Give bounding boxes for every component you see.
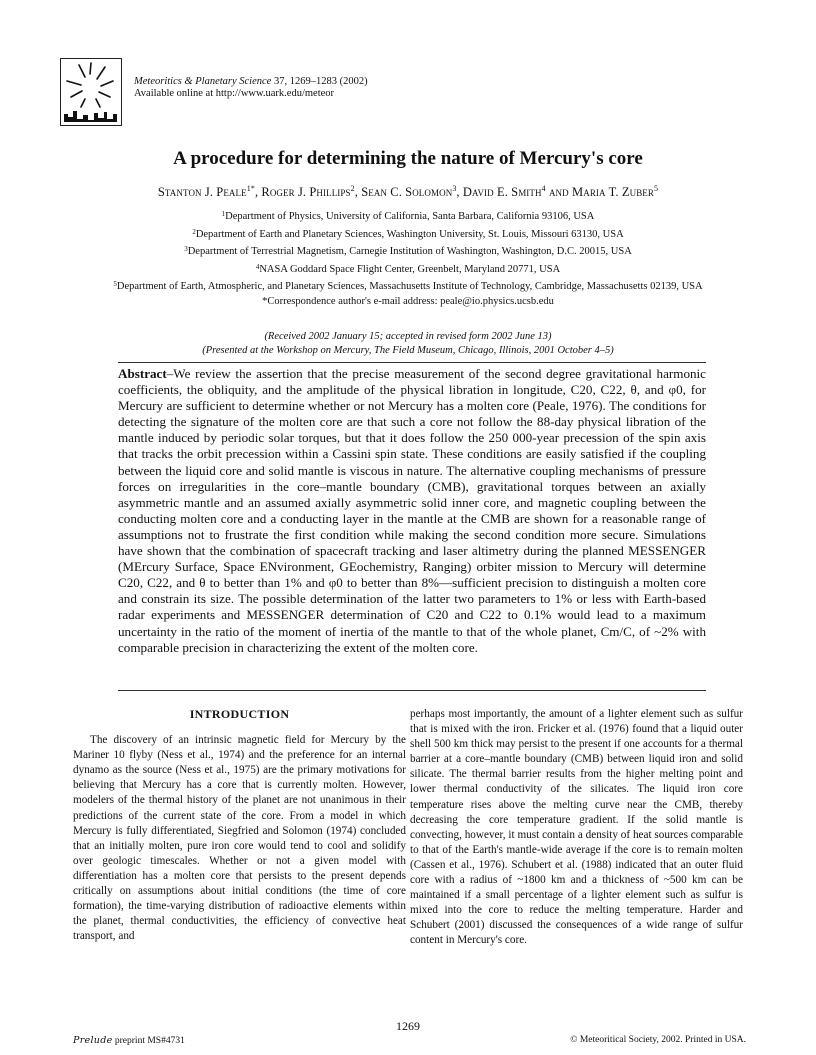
journal-header xyxy=(134,76,368,100)
publication-dates xyxy=(0,330,816,358)
author-name: David E. Smith xyxy=(462,185,542,200)
copyright-notice: © Meteoritical Society, 2002. Printed in USA. xyxy=(570,1035,746,1045)
affiliation-text: Department of Physics, University of California, Santa Barbara, California 93106, USA xyxy=(225,211,595,222)
preprint-id: preprint MS#4731 xyxy=(112,1036,185,1046)
author-affiliation-marker: 5 xyxy=(654,184,659,193)
affiliation-line xyxy=(0,277,816,295)
left-column xyxy=(73,707,406,944)
right-column xyxy=(410,707,743,949)
page-number: 1269 xyxy=(396,1019,420,1033)
affiliations xyxy=(0,207,816,310)
author-list: Stanton J. Peale$^{1*}$, Roger J. Phillips$^2$, Sean C. Solomon$^3$, David E. Smith$^4$ and Maria T. Zuber$^5$ xyxy=(157,184,659,200)
abstract xyxy=(118,366,706,656)
affiliation-marker: 3 xyxy=(184,245,188,254)
journal-logo xyxy=(60,58,122,126)
presented-note: (Presented at the Workshop on Mercury, The Field Museum, Chicago, Illinois, 2001 October 4–5) xyxy=(202,345,614,356)
author-affiliation-marker: 1* xyxy=(246,184,255,193)
affiliation-text: Department of Earth and Planetary Sciences, Washington University, St. Louis, Missouri 63130, USA xyxy=(195,228,624,240)
journal-name: Meteoritics & Planetary Science xyxy=(134,76,272,87)
abstract-text: –We review the assertion that the precise measurement of the second degree gravitational harmonic coefficients, the obliquity, and the amplitude of the physical libration in longitude, C20, C22, θ, and φ0, for Mercury are sufficient to determine whether or not Mercury has a molten core (Peale, 1976). The conditions for detecting the signature of the molten core are that such a core not follow the 88-day physical libration of the mantle induced by periodic solar torques, but that it does follow the 250 000-year precession of the spin axis that tracks the orbit precession within a Cassini spin state. These conditions are easily satisfied if the coupling between the liquid core and solid mantle is viscous in nature. The alternative coupling mechanisms of pressure forces on irregularities in the core–mantle boundary (CMB), gravitational torques between an axially asymmetric mantle and an assumed axially asymmetric solid inner core, and magnetic coupling between the conducting molten core and a conducting layer in the mantle at the CMB are shown for a reasonable range of assumptions not to frustrate the first condition while making the second condition more secure. Simulations have shown that the combination of spacecraft tracking and laser altimetry during the planned MESSENGER (MErcury Surface, Space ENvironment, GEochemistry, Ranging) orbiter mission to Mercury will determine C20, C22, and θ to better than 1% and φ0 to better than 8%—sufficient precision to distinguish a molten core and constrain its size. The possible determination of the latter two parameters to 1% or less with Earth-based radar experiments and MESSENGER determination of C20 and C22 to 0.1% would lead to a maximum uncertainty in the ratio of the moment of inertia of the mantle to that of the whole planet, Cm/C, of ~2% with comparable precision in characterizing the extent of the molten core. xyxy=(118,366,706,655)
author-affiliation-marker: 3 xyxy=(452,184,457,193)
affiliation-text: Department of Earth, Atmospheric, and Planetary Sciences, Massachusetts Institute of Technology, Cambridge, Massachusetts 02139, USA xyxy=(116,281,703,293)
body-paragraph: The discovery of an intrinsic magnetic field for Mercury by the Mariner 10 flyby (Ness et al., 1974) and the preference for an internal dynamo as the source (Ness et al., 1975) are the primary motivations for believing that Mercury has a core that is currently molten. However, modelers of the thermal history of the planet are not unanimous in their predictions of the current state of the core. From a model in which Mercury is fully differentiated, Siegfried and Solomon (1974) concluded that an initially molten, pure iron core would tend to cool and solidify over geologic timescales. Whether or not a given model with differentiation has a molten core that persists to the present depends critically on assumptions about initial conditions (the time of core formation), the time-varying distribution of radioactive elements within the planet, thermal conductivities, the efficiency of convective heat transport, and xyxy=(73,734,406,943)
journal-online-url: Available online at http://www.uark.edu/meteor xyxy=(134,88,335,99)
affiliation-text: Department of Terrestrial Magnetism, Carnegie Institution of Washington, Washington, D.C. 20015, USA xyxy=(187,246,632,258)
journal-citation: 37, 1269–1283 (2002) xyxy=(271,76,368,87)
affiliation-line xyxy=(0,225,816,243)
affiliation-text: NASA Goddard Space Flight Center, Greenbelt, Maryland 20771, USA xyxy=(259,263,561,275)
section-heading: INTRODUCTION xyxy=(189,707,290,721)
affiliation-line xyxy=(0,242,816,260)
abstract-label: Abstract xyxy=(118,366,167,381)
author-affiliation-marker: 4 xyxy=(541,184,546,193)
abstract-bottom-rule xyxy=(118,690,706,691)
abstract-top-rule xyxy=(118,362,706,363)
affiliation-line xyxy=(0,260,816,278)
body-paragraph: perhaps most importantly, the amount of a lighter element such as sulfur that is mixed with the iron. Fricker et al. (1976) found that a liquid outer shell 500 km thick may persist to the present if one accounts for a thermal barrier at a core–mantle boundary (CMB) between liquid iron and solid silicate. The thermal barrier results from the higher melting point and lower thermal conductivity of the silicates. The liquid iron core temperature rises above the melting curve near the CMB, thereby decreasing the core temperature gradient. If the solid mantle is convecting, however, it must contain a density of heat sources comparable to that of the Earth's mantle-wide average if the core is to remain molten (Cassen et al., 1976). Schubert et al. (1988) indicated that an outer fluid core with a radius of ~1800 km and a thickness of ~500 km can be maintained if a small percentage of a lighter element such as sulfur is mixed into the core to reduce the melting temperature. Harder and Schubert (2001) discussed the consequences of a wide range of sulfur content in Mercury's core. xyxy=(410,708,743,947)
prelude-logo-text: Prelude xyxy=(73,1035,113,1046)
author-name: Sean C. Solomon xyxy=(361,185,453,200)
affiliation-marker: 1 xyxy=(221,210,226,218)
affiliation-marker: 4 xyxy=(255,262,260,271)
author-conjunction: and xyxy=(548,185,569,200)
affiliation-marker: 2 xyxy=(192,227,196,236)
affiliation-marker: 5 xyxy=(113,280,117,289)
received-date: (Received 2002 January 15; accepted in revised form 2002 June 13) xyxy=(264,331,552,342)
meteor-logo-icon xyxy=(61,59,120,124)
affiliation-line xyxy=(0,207,816,225)
author-name: Roger J. Phillips xyxy=(261,185,351,200)
author-name: Stanton J. Peale xyxy=(157,185,247,200)
preprint-note xyxy=(73,1035,185,1046)
correspondence-email: *Correspondence author's e-mail address: peale@io.physics.ucsb.edu xyxy=(262,295,554,307)
author-name: Maria T. Zuber xyxy=(572,185,655,200)
paper-title: A procedure for determining the nature of Mercury's core xyxy=(173,148,643,169)
author-affiliation-marker: 2 xyxy=(350,184,355,193)
